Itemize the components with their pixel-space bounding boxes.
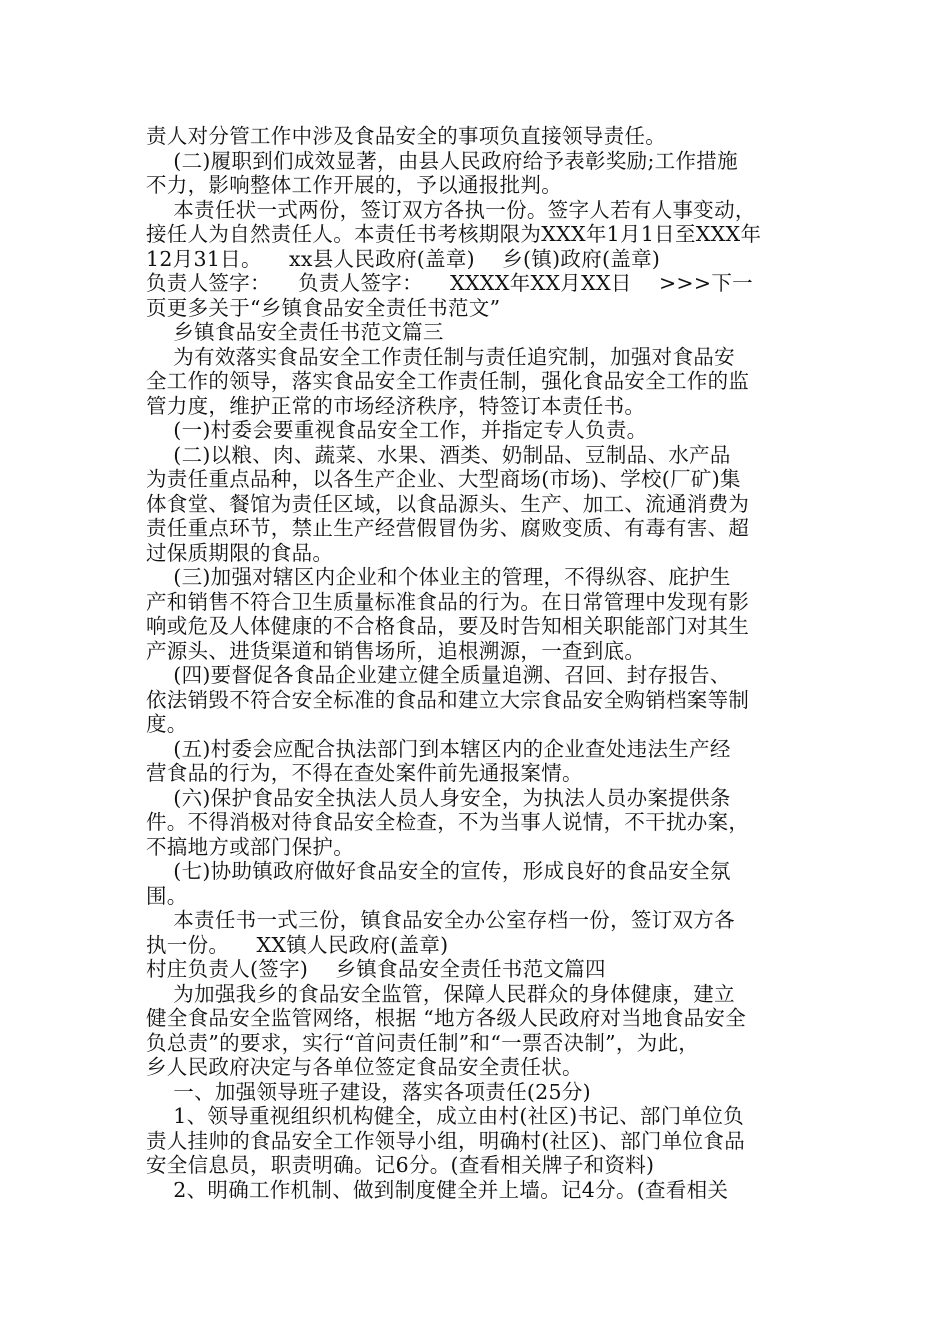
text-line: 负责人签字： 负责人签字： XXXX年XX月XX日 >>>下一: [146, 271, 753, 295]
text-line: 产源头、进货渠道和销售场所，追根溯源，一查到底。: [146, 638, 646, 663]
text-line: 响或危及人体健康的不合格食品，要及时告知相关职能部门对其生: [146, 614, 750, 638]
text-line: 负总责”的要求，实行“首问责任制”和“一票否决制”，为此，: [146, 1030, 700, 1055]
text-line: 页更多关于“乡镇食品安全责任书范文”: [146, 295, 501, 320]
text-line: 接任人为自然责任人。本责任书考核期限为XXX年1月1日至XXX年: [146, 222, 762, 246]
text-line: 为有效落实食品安全工作责任制与责任追究制，加强对食品安: [146, 344, 735, 369]
text-line: 2、明确工作机制、做到制度健全并上墙。记4分。(查看相关: [146, 1177, 729, 1202]
text-line: 不搞地方或部门保护。: [146, 834, 354, 859]
text-line: (三)加强对辖区内企业和个体业主的管理，不得纵容、庇护生: [146, 565, 731, 589]
section-heading: 乡镇食品安全责任书范文篇三: [146, 320, 444, 344]
text-line: 不力，影响整体工作开展的，予以通报批判。: [146, 173, 562, 197]
text-line: 为责任重点品种，以各生产企业、大型商场(市场)、学校(厂矿)集: [146, 467, 741, 491]
text-line: 本责任书一式三份，镇食品安全办公室存档一份，签订双方各: [146, 908, 735, 932]
text-line: (二)履职到们成效显著，由县人民政府给予表彰奖励;工作措施: [146, 148, 738, 173]
text-line: (四)要督促各食品企业建立健全质量追溯、召回、封存报告、: [146, 663, 731, 687]
text-line: 12月31日。 xx县人民政府(盖章) 乡(镇)政府(盖章): [146, 246, 661, 271]
text-line: 件。不得消极对待食品安全检查，不为当事人说情，不干扰办案，: [146, 810, 750, 834]
text-line: (六)保护食品安全执法人员人身安全，为执法人员办案提供条: [146, 785, 731, 810]
text-line: 管力度，维护正常的市场经济秩序，特签订本责任书。: [146, 393, 646, 418]
text-line: 一、加强领导班子建设，落实各项责任(25分): [146, 1079, 591, 1104]
text-line: 责人挂帅的食品安全工作领导小组，明确村(社区)、部门单位食品: [146, 1128, 745, 1153]
text-line: 本责任状一式两份，签订双方各执一份。签字人若有人事变动，: [146, 197, 756, 222]
text-line: (七)协助镇政府做好食品安全的宣传，形成良好的食品安全氛: [146, 859, 731, 883]
text-line: 责人对分管工作中涉及食品安全的事项负直接领导责任。: [146, 124, 666, 148]
text-line: 过保质期限的食品。: [146, 540, 334, 565]
text-line: (一)村委会要重视食品安全工作，并指定专人负责。: [146, 418, 648, 442]
text-line: 执一份。 XX镇人民政府(盖章): [146, 932, 449, 957]
section-heading: 村庄负责人(签字) 乡镇食品安全责任书范文篇四: [146, 957, 606, 981]
text-line: 健全食品安全监管网络，根据 “地方各级人民政府对当地食品安全: [146, 1006, 746, 1030]
text-line: 乡人民政府决定与各单位签定食品安全责任状。: [146, 1055, 583, 1079]
text-line: 责任重点环节，禁止生产经营假冒伪劣、腐败变质、有毒有害、超: [146, 516, 750, 540]
text-line: 依法销毁不符合安全标准的食品和建立大宗食品安全购销档案等制: [146, 687, 750, 712]
text-line: 体食堂、餐馆为责任区域，以食品源头、生产、加工、流通消费为: [146, 491, 750, 516]
text-line: 安全信息员，职责明确。记6分。(查看相关牌子和资料): [146, 1153, 655, 1177]
text-line: 1、领导重视组织机构健全，成立由村(社区)书记、部门单位负: [146, 1104, 745, 1128]
text-line: 度。: [146, 712, 188, 736]
text-line: 全工作的领导，落实食品安全工作责任制，强化食品安全工作的监: [146, 369, 750, 393]
text-line: 营食品的行为，不得在查处案件前先通报案情。: [146, 761, 583, 785]
text-line: 围。: [146, 883, 188, 908]
text-line: 为加强我乡的食品安全监管，保障人民群众的身体健康，建立: [146, 981, 735, 1006]
text-line: (二)以粮、肉、蔬菜、水果、酒类、奶制品、豆制品、水产品: [146, 442, 731, 467]
text-line: (五)村委会应配合执法部门到本辖区内的企业查处违法生产经: [146, 736, 731, 761]
text-line: 产和销售不符合卫生质量标准食品的行为。在日常管理中发现有影: [146, 589, 750, 614]
document-body: [146, 124, 810, 1202]
